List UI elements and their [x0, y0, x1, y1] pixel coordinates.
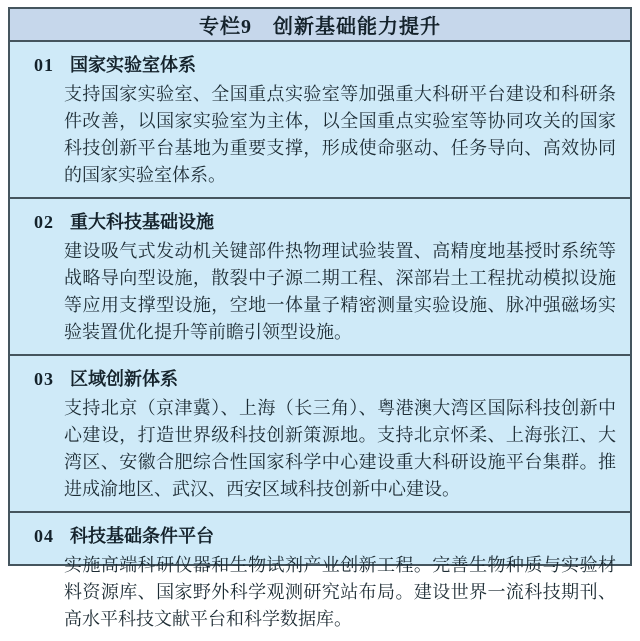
section-body-text: 支持国家实验室、全国重点实验室等加强重大科研平台建设和科研条件改善，以国家实验室为主体，以全国重点实验室等协同攻关的国家科技创新平台基地为重要支撑，形成使命驱动、任务导向、高效协同的国家实验室体系。	[64, 84, 616, 185]
panel-header	[10, 9, 630, 42]
column-panel	[8, 7, 632, 629]
section-number: 01	[34, 55, 54, 75]
section-major-sci-tech-infrastructure	[10, 197, 630, 354]
section-body-text: 支持北京（京津冀）、上海（长三角）、粤港澳大湾区国际科技创新中心建设，打造世界级科技创新策源地。支持北京怀柔、上海张江、大湾区、安徽合肥综合性国家科学中心建设重大科研设施平台集群。推进成渝地区、武汉、西安区域科技创新中心建设。	[64, 398, 616, 499]
section-regional-innovation-system	[10, 354, 630, 511]
section-body-text: 实施高端科研仪器和生物试剂产业创新工程。完善生物种质与实验材料资源库、国家野外科学观测研究站布局。建设世界一流科技期刊、高水平科技文献平台和科学数据库。	[64, 555, 616, 629]
section-sci-tech-basic-condition-platform	[10, 511, 630, 641]
section-title: 重大科技基础设施	[70, 212, 214, 232]
section-national-laboratory-system	[10, 42, 630, 197]
section-title: 国家实验室体系	[70, 55, 196, 75]
section-number: 04	[34, 526, 54, 546]
section-heading	[26, 48, 618, 81]
section-heading	[26, 519, 618, 552]
section-body-text: 建设吸气式发动机关键部件热物理试验装置、高精度地基授时系统等战略导向型设施，散裂中子源二期工程、深部岩土工程扰动模拟设施等应用支撑型设施，空地一体量子精密测量实验设施、脉冲强磁场实验装置优化提升等前瞻引领型设施。	[64, 241, 616, 342]
section-title: 科技基础条件平台	[70, 526, 214, 546]
section-heading	[26, 362, 618, 395]
section-number: 02	[34, 212, 54, 232]
section-heading	[26, 205, 618, 238]
panel-title: 专栏9 创新基础能力提升	[199, 16, 441, 38]
section-number: 03	[34, 369, 54, 389]
section-title: 区域创新体系	[70, 369, 178, 389]
panel-body	[10, 42, 630, 641]
